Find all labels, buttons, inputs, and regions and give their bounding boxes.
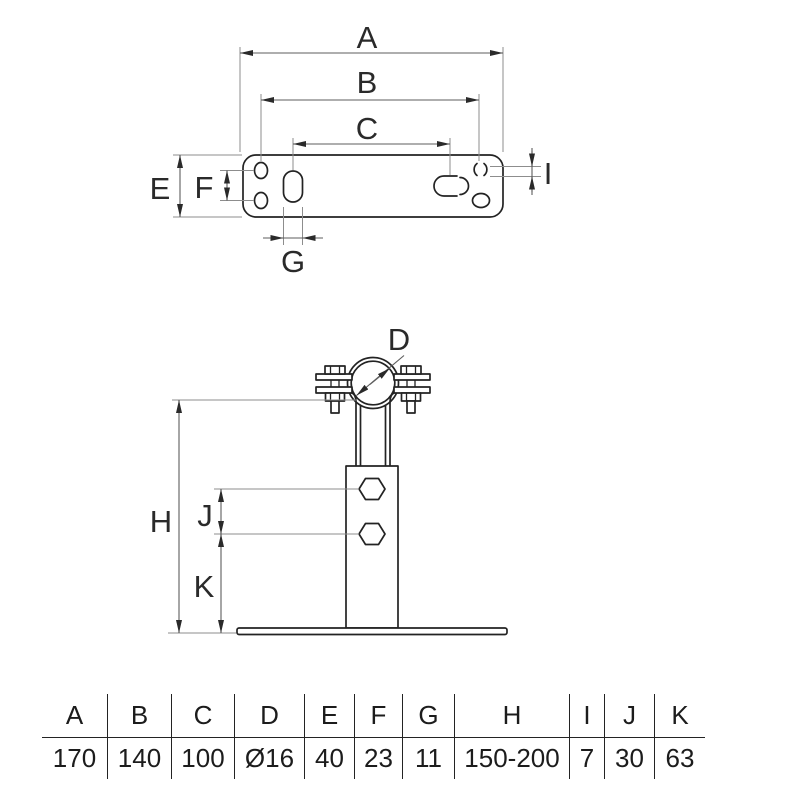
top-view-dimensions [150, 20, 553, 279]
bolt-head [401, 366, 421, 374]
slot-open-right-cap [460, 178, 469, 195]
bolt-thread-stub [331, 401, 339, 413]
table-header-a: A [42, 694, 108, 737]
clamp-tab-upper-right [394, 374, 430, 380]
table-header-h: H [455, 694, 570, 737]
table-value-f: 23 [355, 737, 403, 779]
table-value-a: 170 [42, 737, 108, 779]
dimension-table [42, 694, 705, 779]
table-value-c: 100 [172, 737, 235, 779]
table-header-f: F [355, 694, 403, 737]
table-header-j: J [605, 694, 655, 737]
clamp-ring-inner [351, 361, 395, 405]
clamp-tab-lower-left [316, 387, 352, 393]
dim-label-K: K [193, 569, 215, 604]
base-plate [237, 628, 507, 635]
table-header-g: G [403, 694, 455, 737]
stand-front-view [237, 358, 507, 635]
table-value-j: 30 [605, 737, 655, 779]
hole-left-bottom [255, 193, 268, 209]
table-value-g: 11 [403, 737, 455, 779]
stand-column [346, 466, 398, 628]
table-value-e: 40 [305, 737, 355, 779]
bolt-thread-stub [407, 401, 415, 413]
slot-vertical [284, 171, 303, 202]
dim-label-A: A [356, 20, 378, 55]
clamp-tab-upper-left [316, 374, 352, 380]
clamp-tab-lower-right [394, 387, 430, 393]
table-value-h: 150-200 [455, 737, 570, 779]
hole-right-top-left-arc [474, 164, 477, 176]
plate-outline [243, 155, 503, 217]
dim-label-G: G [280, 244, 306, 279]
table-value-d: Ø16 [235, 737, 305, 779]
bolt-head [325, 366, 345, 374]
dim-label-F: F [194, 170, 214, 205]
hole-right-bottom [473, 194, 490, 208]
plate-top-view [243, 155, 503, 217]
dim-label-C: C [355, 111, 379, 146]
table-header-k: K [671, 700, 689, 730]
dim-label-B: B [356, 65, 378, 100]
table-header-b: B [108, 694, 172, 737]
table-value-k: 63 [655, 737, 705, 779]
dim-label-H: H [149, 504, 173, 539]
dim-label-E: E [149, 171, 171, 206]
table-header-d: D [235, 694, 305, 737]
dim-label-I: I [543, 156, 553, 191]
table-value-b: 140 [108, 737, 172, 779]
table-header-i: I [570, 694, 605, 737]
dim-label-J: J [197, 498, 213, 533]
slot-open-left-part [434, 176, 457, 196]
table-header-c: C [172, 694, 235, 737]
bolt-nut [402, 393, 421, 401]
hole-right-top-right-arc [484, 164, 487, 176]
table-header-e: E [305, 694, 355, 737]
table-value-i: 7 [570, 737, 605, 779]
dim-label-D: D [387, 322, 411, 357]
hole-left-top [255, 163, 268, 179]
